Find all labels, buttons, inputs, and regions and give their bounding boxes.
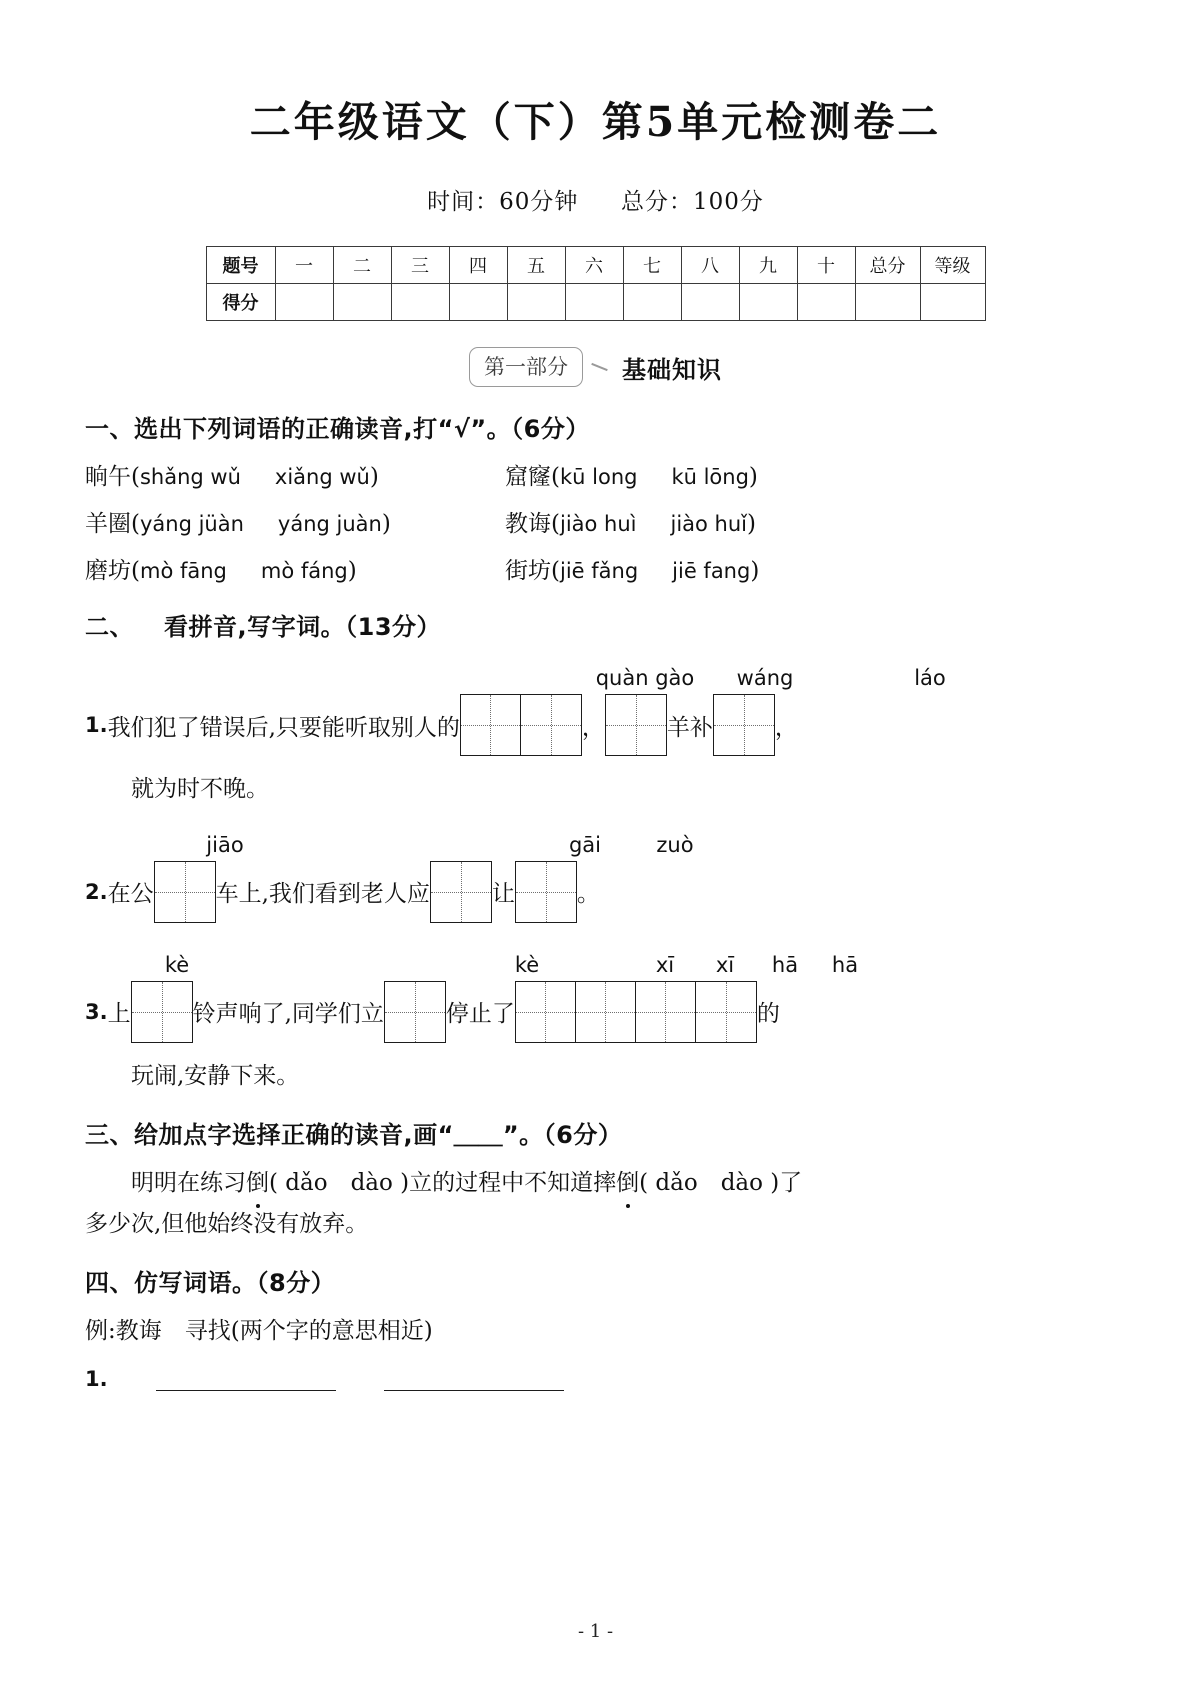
question-2-item-1-continuation: 就为时不晚。 — [131, 776, 269, 803]
item-text-a: 上 — [107, 1001, 131, 1028]
item-comma: ， — [581, 714, 605, 741]
score-cell-2[interactable] — [333, 284, 391, 321]
answer-grid-jiao[interactable] — [154, 861, 216, 923]
item-text-b: 羊补 — [666, 714, 713, 741]
question-3-line-2: 多少次,但他始终没有放弃。 — [85, 1210, 369, 1237]
item-number: 2. — [85, 879, 108, 904]
question-2-item-1-pinyin — [85, 662, 1106, 690]
question-2-number: 二、 — [85, 613, 134, 642]
answer-grid-quangao[interactable] — [460, 694, 582, 756]
table-row-score — [206, 284, 985, 321]
score-table-row-label-question: 题号 — [206, 247, 275, 284]
pinyin-gai: gāi — [568, 832, 602, 857]
q3-text-c: ( dǎo dào )了 — [639, 1170, 803, 1197]
question-2-item-2 — [85, 861, 1106, 923]
part-chip: 第一部分 — [469, 347, 583, 387]
choice-option-a[interactable]: kū long — [559, 465, 638, 490]
choice-item-mofang[interactable] — [85, 552, 505, 585]
item-tail-comma: ， — [774, 714, 798, 741]
choice-close: ) — [347, 558, 357, 585]
choice-word: 窟窿( — [505, 464, 560, 491]
table-row-header — [206, 247, 985, 284]
choice-word: 街坊( — [505, 558, 560, 585]
part-banner — [85, 347, 1106, 387]
score-table-col-10: 十 — [797, 247, 855, 284]
exam-total-score: 总分：100分 — [621, 189, 764, 216]
choice-option-a[interactable]: jiào huì — [559, 512, 637, 537]
answer-grid-ke-1[interactable] — [131, 981, 193, 1043]
question-4-answer-row-1 — [85, 1367, 1106, 1391]
score-table-col-total: 总分 — [855, 247, 920, 284]
answer-grid-zuo[interactable] — [515, 861, 577, 923]
answer-grid-lao[interactable] — [713, 694, 775, 756]
choice-close: ) — [748, 464, 758, 491]
item-number: 1. — [85, 713, 108, 738]
question-1-row-1 — [85, 458, 1106, 491]
choice-close: ) — [381, 511, 391, 538]
question-3-heading: 三、给加点字选择正确的读音,画“＿＿”。（6分） — [85, 1121, 623, 1150]
score-cell-10[interactable] — [797, 284, 855, 321]
choice-item-jiefang[interactable] — [505, 552, 925, 585]
choice-close: ) — [750, 558, 760, 585]
score-cell-1[interactable] — [275, 284, 333, 321]
q3-dotted-char-2: 倒 — [616, 1166, 639, 1201]
item-text-b: 车上,我们看到老人应 — [215, 881, 430, 908]
pinyin-ke-1: kè — [164, 952, 190, 977]
page-title: 二年级语文（下）第5单元检测卷二 — [249, 98, 942, 146]
choice-option-a[interactable]: yáng jüàn — [139, 512, 244, 537]
choice-word: 晌午( — [85, 464, 140, 491]
score-cell-grade[interactable] — [920, 284, 985, 321]
score-table-col-8: 八 — [681, 247, 739, 284]
score-cell-4[interactable] — [449, 284, 507, 321]
score-cell-5[interactable] — [507, 284, 565, 321]
pinyin-jiao: jiāo — [206, 832, 244, 857]
answer-grid-gai[interactable] — [430, 861, 492, 923]
choice-close: ) — [747, 511, 756, 538]
pinyin-quangao: quàn gào — [595, 666, 695, 691]
score-cell-3[interactable] — [391, 284, 449, 321]
page-number: - 1 - — [577, 1621, 614, 1642]
q3-dotted-char-1: 倒 — [246, 1166, 269, 1201]
score-table — [206, 246, 986, 321]
score-table-col-grade: 等级 — [920, 247, 985, 284]
choice-option-b[interactable]: jiē fang — [672, 559, 751, 584]
answer-number: 1. — [85, 1366, 108, 1391]
pinyin-ha-2: hā — [831, 952, 859, 977]
choice-option-a[interactable]: shǎng wǔ — [139, 465, 241, 490]
score-table-col-7: 七 — [623, 247, 681, 284]
choice-item-jiaohui[interactable] — [505, 505, 925, 538]
choice-option-b[interactable]: kū lōng — [671, 465, 749, 490]
pinyin-ha-1: hā — [771, 952, 799, 977]
question-1-heading: 一、选出下列词语的正确读音,打“√”。（6分） — [85, 415, 590, 444]
score-table-col-3: 三 — [391, 247, 449, 284]
choice-word: 羊圈( — [85, 511, 140, 538]
choice-option-b[interactable]: xiǎng wǔ — [274, 465, 370, 490]
choice-word: 教诲( — [505, 511, 560, 538]
question-3-line-1 — [85, 1166, 1106, 1201]
pinyin-lao: láo — [914, 666, 946, 691]
item-text-b: 铃声响了,同学们立 — [192, 1001, 384, 1028]
item-text-d: 。 — [576, 881, 600, 908]
score-cell-6[interactable] — [565, 284, 623, 321]
score-cell-total[interactable] — [855, 284, 920, 321]
item-text-c: 停止了 — [445, 1001, 515, 1028]
score-table-col-6: 六 — [565, 247, 623, 284]
score-cell-8[interactable] — [681, 284, 739, 321]
answer-grid-ke-2[interactable] — [384, 981, 446, 1043]
answer-grid-wang[interactable] — [605, 694, 667, 756]
exam-duration: 时间：60分钟 — [427, 189, 579, 216]
score-table-row-label-score: 得分 — [206, 284, 275, 321]
pinyin-xi-1: xī — [655, 952, 675, 977]
item-text-c: 让 — [491, 881, 515, 908]
answer-blank-1[interactable] — [156, 1368, 336, 1391]
choice-word: 磨坊( — [85, 558, 140, 585]
item-text-a: 在公 — [107, 881, 154, 908]
pinyin-wang: wáng — [736, 666, 794, 691]
score-cell-9[interactable] — [739, 284, 797, 321]
choice-option-b[interactable]: mò fáng — [260, 559, 348, 584]
question-2-item-3-continuation: 玩闹,安静下来。 — [131, 1062, 300, 1089]
answer-grid-xixihaha[interactable] — [515, 981, 757, 1043]
part-label: 基础知识 — [622, 355, 722, 384]
item-text-d: 的 — [756, 1001, 780, 1028]
item-number: 3. — [85, 999, 108, 1024]
choice-option-b[interactable]: yáng juàn — [277, 512, 382, 537]
question-2-item-3-pinyin — [85, 949, 1106, 977]
score-table-col-2: 二 — [333, 247, 391, 284]
score-cell-7[interactable] — [623, 284, 681, 321]
answer-blank-2[interactable] — [384, 1368, 564, 1391]
question-2-item-1 — [85, 694, 1106, 756]
choice-item-kulong[interactable] — [505, 458, 925, 491]
choice-item-shangwu[interactable] — [85, 458, 505, 491]
choice-item-yangjuan[interactable] — [85, 505, 505, 538]
exam-subtitle — [85, 183, 1106, 216]
pinyin-zuo: zuò — [656, 832, 694, 857]
score-table-col-4: 四 — [449, 247, 507, 284]
question-2-item-2-pinyin — [85, 829, 1106, 857]
q3-text-a: 明明在练习 — [131, 1170, 246, 1197]
score-table-col-5: 五 — [507, 247, 565, 284]
question-1-row-2 — [85, 505, 1106, 538]
chip-tail-icon — [591, 363, 608, 371]
choice-close: ) — [369, 464, 379, 491]
pinyin-xi-2: xī — [715, 952, 735, 977]
question-2-heading — [85, 607, 1106, 642]
question-4-heading: 四、仿写词语。（8分） — [85, 1269, 336, 1298]
q3-text-b: ( dǎo dào )立的过程中不知道摔 — [269, 1170, 617, 1197]
question-2-item-3 — [85, 981, 1106, 1043]
pinyin-ke-2: kè — [514, 952, 540, 977]
choice-option-a[interactable]: mò fāng — [139, 559, 227, 584]
question-4-example: 例:教诲 寻找(两个字的意思相近) — [85, 1318, 433, 1345]
choice-option-b[interactable]: jiào huǐ — [670, 512, 748, 537]
score-table-col-1: 一 — [275, 247, 333, 284]
score-table-col-9: 九 — [739, 247, 797, 284]
choice-option-a[interactable]: jiē fǎng — [559, 559, 639, 584]
item-text-a: 我们犯了错误后,只要能听取别人的 — [107, 714, 460, 741]
question-1-row-3 — [85, 552, 1106, 585]
question-2-text: 看拼音,写字词。（13分） — [164, 613, 442, 642]
